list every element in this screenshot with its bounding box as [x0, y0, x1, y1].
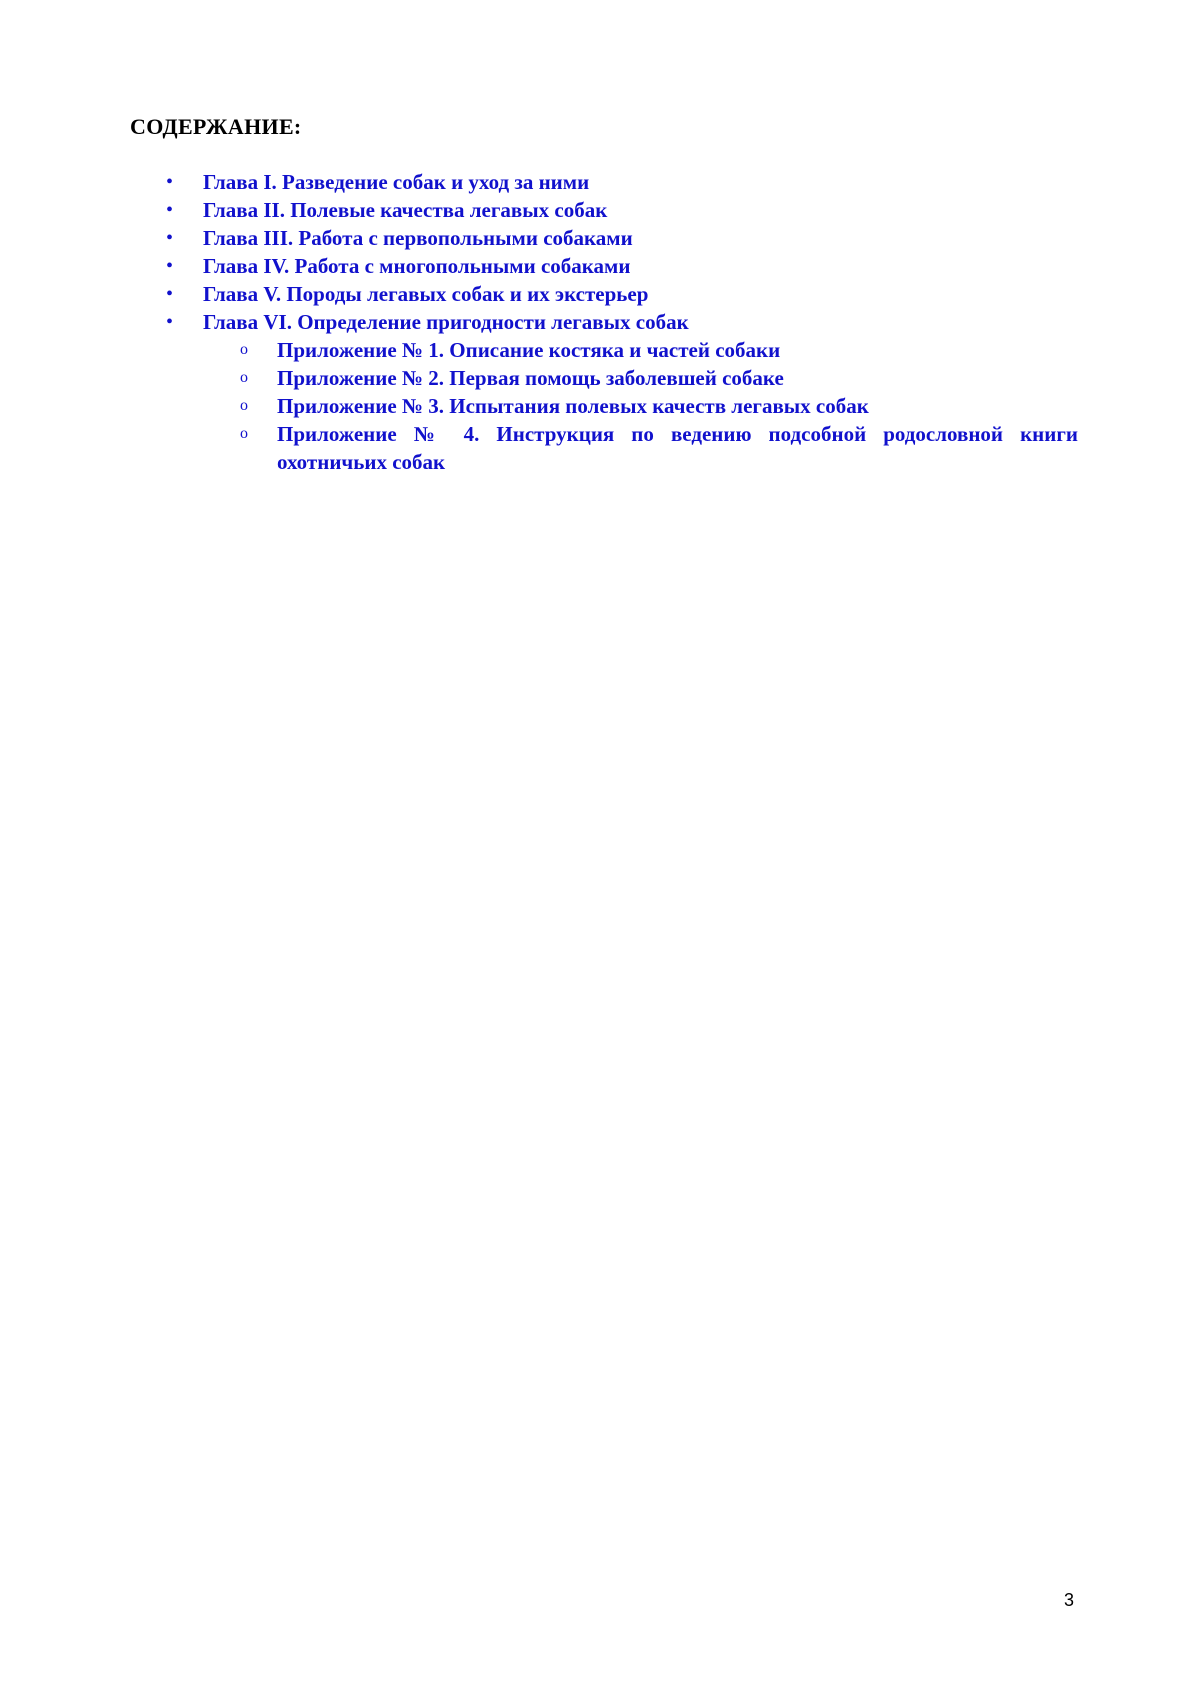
- toc-link-chapter-6[interactable]: Глава VI. Определение пригодности легавых собак: [203, 310, 689, 334]
- toc-appendix-2: [0, 364, 1200, 392]
- circle-bullet-icon: o: [240, 397, 248, 414]
- bullet-icon: •: [166, 255, 174, 277]
- bullet-icon: •: [166, 311, 174, 333]
- toc-chapter-6: [0, 308, 1200, 336]
- toc-chapter-1: [0, 168, 1200, 196]
- toc-chapter-5: [0, 280, 1200, 308]
- toc-link-chapter-3[interactable]: Глава III. Работа с первопольными собаками: [203, 226, 633, 250]
- toc-link-chapter-2[interactable]: Глава II. Полевые качества легавых собак: [203, 198, 608, 222]
- toc-chapter-2: [0, 196, 1200, 224]
- bullet-icon: •: [166, 171, 174, 193]
- toc-appendix-3: [0, 392, 1200, 420]
- toc-appendix-1: [0, 336, 1200, 364]
- toc-link-appendix-4[interactable]: Приложение № 4. Инструкция по ведению подсобной родословной книги охотничьих собак: [277, 422, 1078, 474]
- circle-bullet-icon: o: [240, 425, 248, 442]
- toc-chapter-4: [0, 252, 1200, 280]
- circle-bullet-icon: o: [240, 369, 248, 386]
- toc-link-appendix-1[interactable]: Приложение № 1. Описание костяка и частей собаки: [277, 338, 781, 362]
- toc-link-appendix-3[interactable]: Приложение № 3. Испытания полевых качеств легавых собак: [277, 394, 869, 418]
- toc-link-chapter-4[interactable]: Глава IV. Работа с многопольными собаками: [203, 254, 631, 278]
- page-number: 3: [1064, 1590, 1075, 1610]
- toc-link-chapter-1[interactable]: Глава I. Разведение собак и уход за ними: [203, 170, 590, 194]
- toc-heading: СОДЕРЖАНИЕ:: [130, 114, 302, 139]
- toc-link-chapter-5[interactable]: Глава V. Породы легавых собак и их экстерьер: [203, 282, 649, 306]
- toc-link-appendix-2[interactable]: Приложение № 2. Первая помощь заболевшей собаке: [277, 366, 784, 390]
- toc-chapter-3: [0, 224, 1200, 252]
- bullet-icon: •: [166, 227, 174, 249]
- toc-appendix-4: [0, 420, 1200, 476]
- table-of-contents: [0, 168, 1200, 476]
- bullet-icon: •: [166, 283, 174, 305]
- bullet-icon: •: [166, 199, 174, 221]
- circle-bullet-icon: o: [240, 341, 248, 358]
